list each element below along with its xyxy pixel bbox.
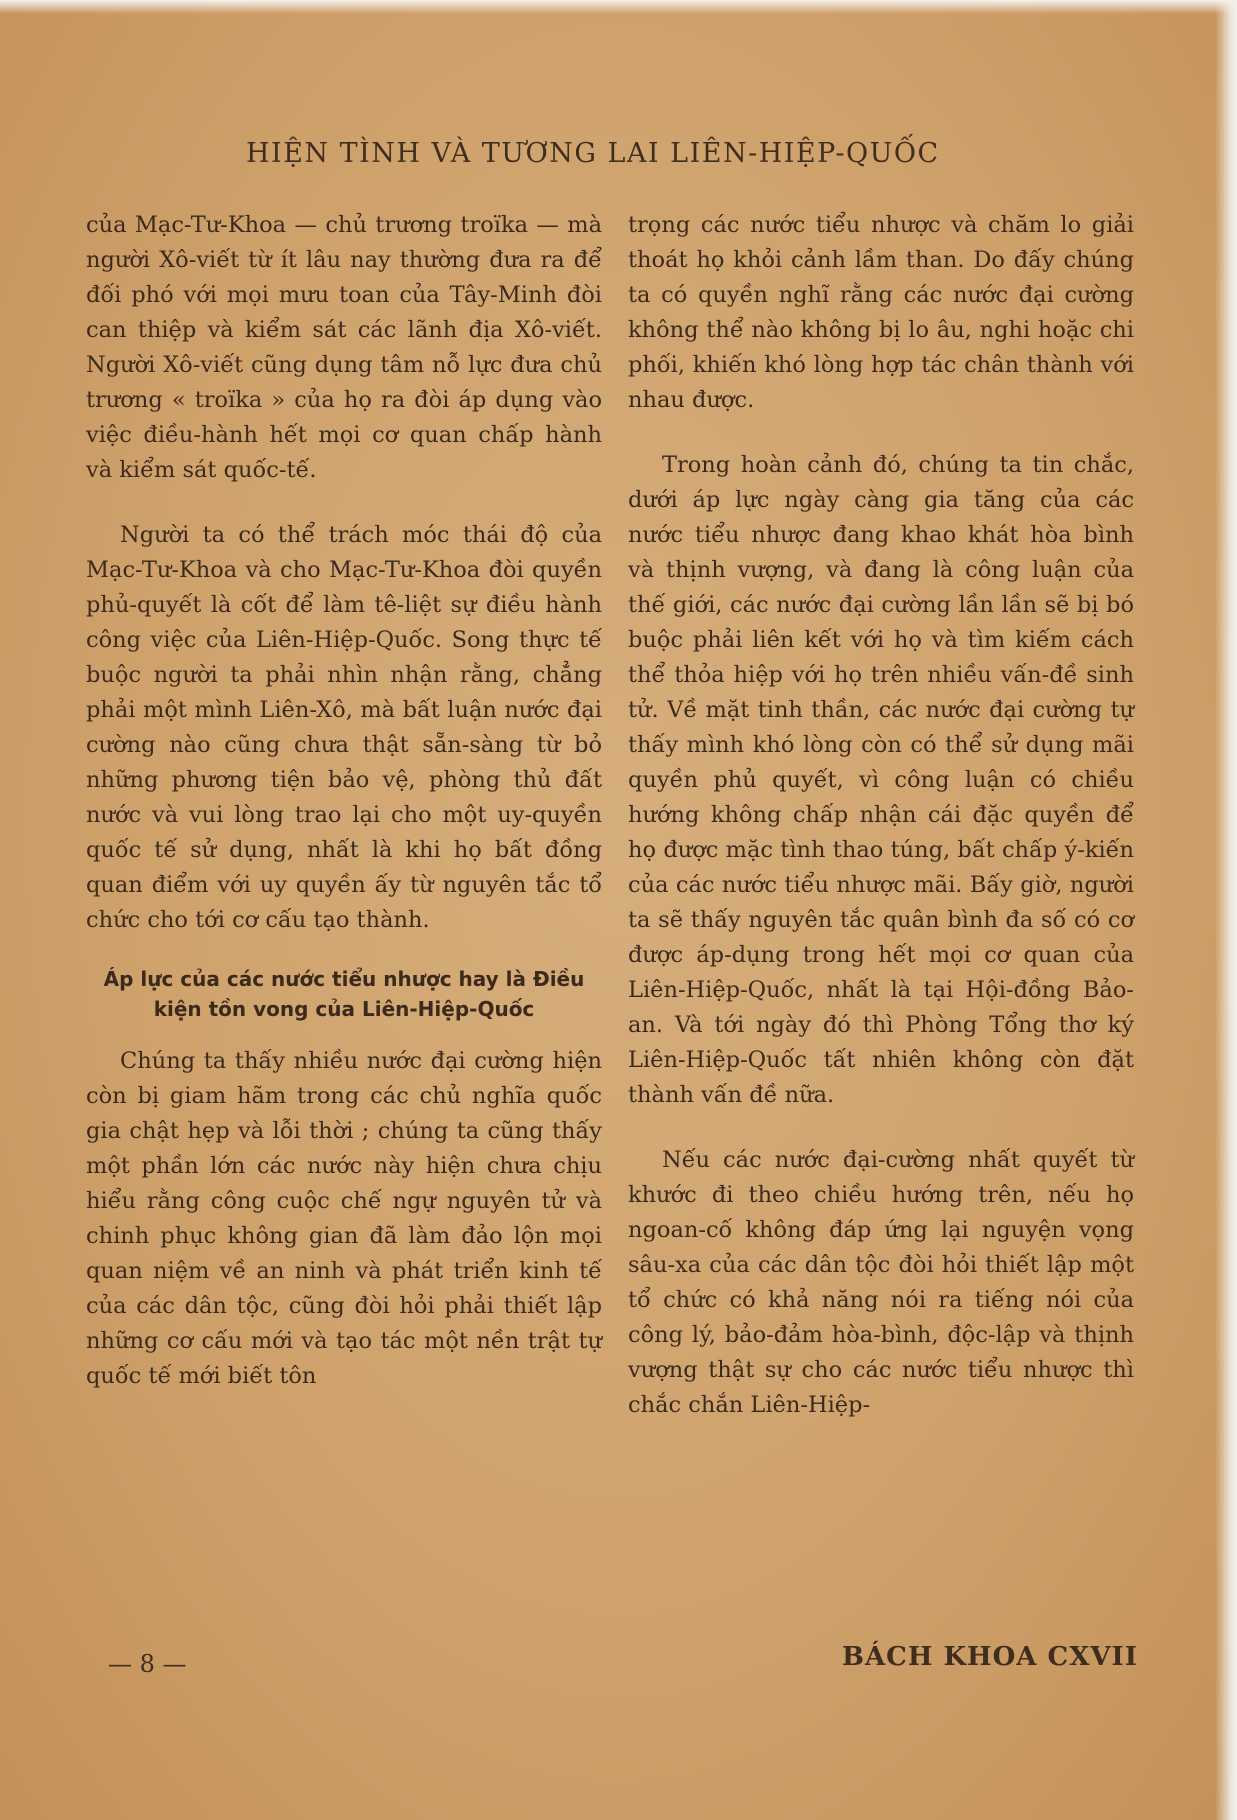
top-paper-edge xyxy=(0,0,1237,14)
left-column xyxy=(86,208,602,1394)
torn-right-edge xyxy=(1215,0,1237,1820)
left-paragraph-2: Người ta có thể trách móc thái độ của Mạc-Tư-Khoa và cho Mạc-Tư-Khoa đòi quyền phủ-quyết là cốt để làm tê-liệt sự điều hành công việc của Liên-Hiệp-Quốc. Song thực tế buộc người ta phải nhìn nhận rằng, chẳng phải một mình Liên-Xô, mà bất luận nước đại cường nào cũng chưa thật sẵn-sàng từ bỏ những phương tiện bảo vệ, phòng thủ đất nước và vui lòng trao lại cho một uy-quyền quốc tế sử dụng, nhất là khi họ bất đồng quan điểm với uy quyền ấy từ nguyên tắc tổ chức cho tới cơ cấu tạo thành. xyxy=(86,522,602,933)
section-subheading: Áp lực của các nước tiểu nhược hay là Điều kiện tồn vong của Liên-Hiệp-Quốc xyxy=(103,967,585,1021)
right-paragraph-1: trọng các nước tiểu nhược và chăm lo giải thoát họ khỏi cảnh lầm than. Do đấy chúng ta có quyền nghĩ rằng các nước đại cường không thể nào không bị lo âu, nghi hoặc chi phối, khiến khó lòng hợp tác chân thành với nhau được. xyxy=(628,212,1134,413)
left-paragraph-3: Chúng ta thấy nhiều nước đại cường hiện còn bị giam hãm trong các chủ nghĩa quốc gia chật hẹp và lỗi thời ; chúng ta cũng thấy một phần lớn các nước này hiện chưa chịu hiểu rằng công cuộc chế ngự nguyên tử và chinh phục không gian đã làm đảo lộn mọi quan niệm về an ninh và phát triển kinh tế của các dân tộc, cũng đòi hỏi phải thiết lập những cơ cấu mới và tạo tác một nền trật tự quốc tế mới biết tôn xyxy=(86,1048,602,1389)
right-paragraph-2: Trong hoàn cảnh đó, chúng ta tin chắc, dưới áp lực ngày càng gia tăng của các nước tiểu nhược đang khao khát hòa bình và thịnh vượng, và đang là công luận của thế giới, các nước đại cường lần lần sẽ bị bó buộc phải liên kết với họ và tìm kiếm cách thể thỏa hiệp với họ trên nhiều vấn-đề sinh tử. Về mặt tinh thần, các nước đại cường tự thấy mình khó lòng còn có thể sử dụng mãi quyền phủ quyết, vì công luận có chiều hướng không chấp nhận cái đặc quyền để họ được mặc tình thao túng, bất chấp ý-kiến của các nước tiểu nhược mãi. Bấy giờ, người ta sẽ thấy nguyên tắc quân bình đa số có cơ được áp-dụng trong hết mọi cơ quan của Liên-Hiệp-Quốc, nhất là tại Hội-đồng Bảo-an. Và tới ngày đó thì Phòng Tổng thơ ký Liên-Hiệp-Quốc tất nhiên không còn đặt thành vấn đề nữa. xyxy=(628,452,1134,1108)
paragraph-gap xyxy=(628,1113,1134,1143)
paragraph-gap xyxy=(86,488,602,518)
running-header: HIỆN TÌNH VÀ TƯƠNG LAI LIÊN-HIỆP-QUỐC xyxy=(246,138,940,169)
page-number: — 8 — xyxy=(108,1650,187,1678)
paragraph-gap xyxy=(628,418,1134,448)
left-paragraph-1: của Mạc-Tư-Khoa — chủ trương troïka — mà người Xô-viết từ ít lâu nay thường đưa ra để đối phó với mọi mưu toan của Tây-Minh đòi can thiệp và kiểm sát các lãnh địa Xô-viết. Người Xô-viết cũng dụng tâm nỗ lực đưa chủ trương « troïka » của họ ra đòi áp dụng vào việc điều-hành hết mọi cơ quan chấp hành và kiểm sát quốc-tế. xyxy=(86,212,602,483)
journal-issue: BÁCH KHOA CXVII xyxy=(842,1642,1138,1672)
right-paragraph-3: Nếu các nước đại-cường nhất quyết từ khước đi theo chiều hướng trên, nếu họ ngoan-cố không đáp ứng lại nguyện vọng sâu-xa của các dân tộc đòi hỏi thiết lập một tổ chức có khả năng nói ra tiếng nói của công lý, bảo-đảm hòa-bình, độc-lập và thịnh vượng thật sự cho các nước tiểu nhược thì chắc chắn Liên-Hiệp- xyxy=(628,1147,1134,1418)
right-column xyxy=(628,208,1134,1423)
